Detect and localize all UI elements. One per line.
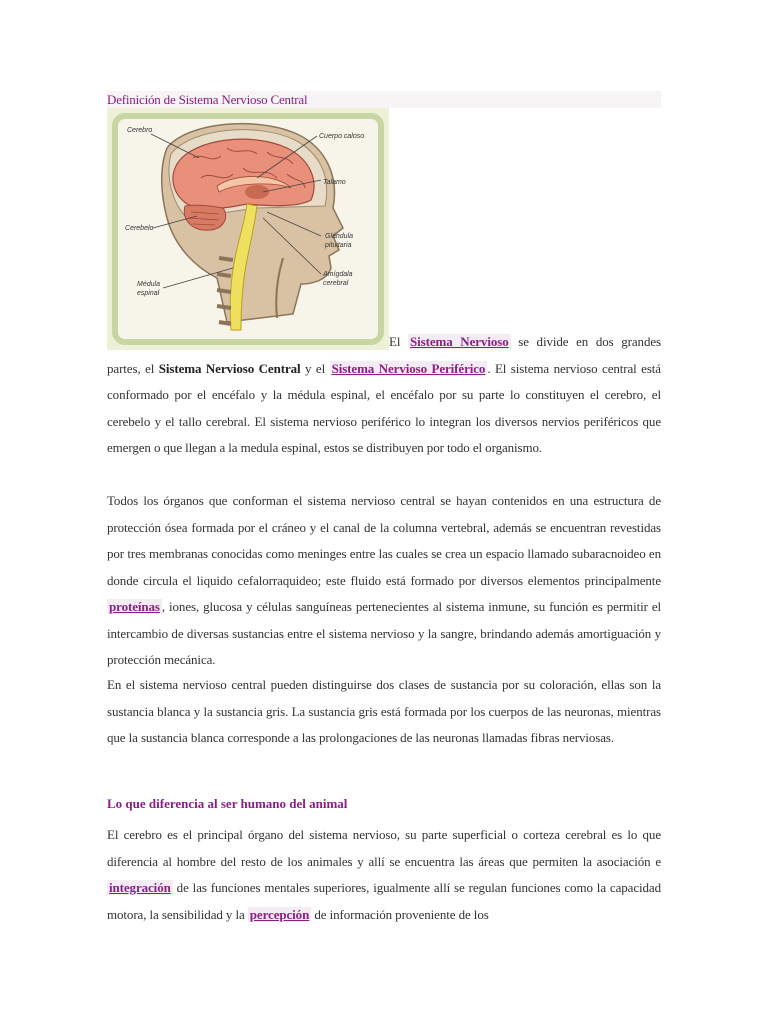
paragraph-sustancias: En el sistema nervioso central pueden distinguirse dos clases de sustancia por su coloración, ellas son la sustancia blanca y la sustancia gris. La sustancia gris está formada por los cuerpos de las neuronas, mientras que la sustancia blanca corresponde a las prolongaciones de las neuronas llamadas fibras nerviosas. [107, 677, 661, 745]
link-integracion[interactable]: integración [109, 880, 171, 895]
label-glandula: Glándula [325, 233, 354, 240]
paragraph-intro: El Sistema Nervioso se divide en dos grandes partes, el Sistema Nervioso Central y el Sistema Nervioso Periférico . El sistema nervioso central está conformado por el encéfalo y la médula espinal, el encéfalo por su parte lo constituyen el cerebro, el cerebelo y el tallo cerebral. El sistema nervioso periférico lo integran los diversos nervios periféricos que emergen o que llegan a la medula espinal, estos se distribuyen por todo el organismo. [107, 334, 661, 455]
paragraph-cerebro: El cerebro es el principal órgano del sistema nervioso, su parte superficial o corteza cerebral es lo que diferencia al hombre del resto de los animales y allí se encuentra las áreas que permiten la asociación e integración de las funciones mentales superiores, igualmente allí se regulan funciones como la capacidad motora, la sensibilidad y la percepción de información proveniente de los [107, 827, 661, 922]
label-cuerpo-caloso: Cuerpo caloso [319, 133, 365, 140]
label-talamo: Talamo [323, 179, 346, 186]
paragraph-proteccion: Todos los órganos que conforman el sistema nervioso central se hayan contenidos en una estructura de protección ósea formada por el cráneo y el canal de la columna vertebral, además se encuentran revestidas por tres membranas conocidas como meninges entre las cuales se crea un espacio llamado subaracnoideo en donde circula el liquido cefalorraquideo; este fluido está formado por diversos elementos principalmente proteínas , iones, glucosa y células sanguíneas pertenecientes al sistema inmune, su función es permitir el intercambio de diversas sustancias entre el sistema nervioso y la sangre, brindando además amortiguación y protección mecánica. [107, 493, 661, 667]
label-espinal: espinal [137, 290, 160, 297]
label-cerebelo: Cerebelo [125, 225, 154, 232]
link-sistema-nervioso[interactable]: Sistema Nervioso [410, 334, 509, 349]
label-pituitaria: pituitaria [325, 242, 352, 249]
page-title: Definición de Sistema Nervioso Central [107, 92, 308, 107]
bold-sistema-nervioso-central: Sistema Nervioso Central [158, 360, 301, 376]
brain-diagram-image [107, 108, 389, 350]
label-cerebro: Cerebro [127, 127, 153, 134]
link-proteinas[interactable]: proteínas [109, 599, 160, 614]
brain-anatomy-illustration [107, 108, 389, 350]
section-heading: Lo que diferencia al ser humano del animal [107, 796, 348, 811]
label-cerebral: cerebral [323, 280, 349, 287]
label-medula: Médula [137, 281, 160, 288]
link-percepcion[interactable]: percepción [249, 906, 310, 922]
label-amigdala: Amígdala [323, 271, 353, 278]
link-sistema-nervioso-periferico[interactable]: Sistema Nervioso Periférico [331, 360, 486, 376]
